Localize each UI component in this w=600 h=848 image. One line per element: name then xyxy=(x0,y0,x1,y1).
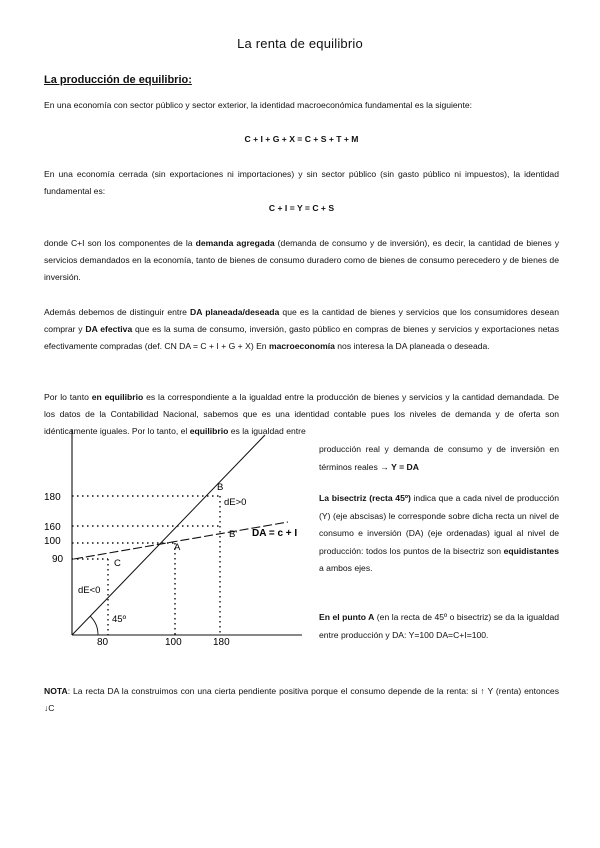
paragraph-4: Además debemos de distinguir entre DA planeada/deseada que es la cantidad de bienes y servicios que los consumidores desean comprar y DA efectiva que es la suma de consumo, inversión, gasto público en compras de bienes y servicios y exportaciones netas efectivamente compradas (def. CN DA = C + I + G + X) En macroeconomía nos interesa la DA planeada o deseada. xyxy=(44,307,559,351)
paragraph-1: En una economía con sector público y sector exterior, la identidad macroeconómica fundamental es la siguiente: xyxy=(44,100,473,110)
angle-label: 45º xyxy=(112,614,127,625)
paragraph-2: En una economía cerrada (sin exportaciones ni importaciones) y sin sector público (sin gasto público ni impuestos), la identidad fundamental es: xyxy=(44,169,559,196)
y-tick-100: 100 xyxy=(44,536,61,547)
x-tick-180: 180 xyxy=(213,637,230,648)
page-title: La renta de equilibrio xyxy=(237,36,363,51)
de-positive-label: dE>0 xyxy=(224,497,247,508)
x-tick-100: 100 xyxy=(165,637,182,648)
point-b-prime-label: B' xyxy=(229,529,238,540)
paragraph-5: Por lo tanto en equilibrio es la correspondiente a la igualdad entre la producción de bienes y servicios y la cantidad demandada. De los datos de la Contabilidad Nacional, sabemos que es una identidad contable pues los niveles de demanda y de oferta son idénticamente iguales. Por lo tanto, el equilibrio es la igualdad entre xyxy=(44,392,559,436)
x-tick-80: 80 xyxy=(97,637,109,648)
section-heading: La producción de equilibrio: xyxy=(44,74,192,86)
da-line-label: DA = c + I xyxy=(252,528,298,539)
point-b-label: B xyxy=(217,482,224,493)
y-tick-90: 90 xyxy=(52,554,64,565)
point-a-label: A xyxy=(174,542,181,553)
paragraph-3: donde C+I son los componentes de la demanda agregada (demanda de consumo y de inversión), es decir, la cantidad de bienes y servicios demandados en la economía, tanto de bienes de consumo duradero como de bienes de consumo perecedero y de bienes de inversión. xyxy=(44,238,559,282)
equation-2: C + I = Y = C + S xyxy=(268,203,335,213)
equation-1: C + I + G + X = C + S + T + M xyxy=(244,134,359,144)
point-c-label: C xyxy=(114,558,121,569)
equilibrium-diagram xyxy=(40,425,310,650)
right-paragraph-2: La bisectriz (recta 45º) indica que a cada nivel de producción (Y) (eje abscisas) le corresponde sobre dicha recta un nivel de consumo e inversión (DA) (eje ordenadas) igual al nivel de producción: todos los puntos de la bisectriz son equidistantes a ambos ejes. xyxy=(319,493,559,573)
nota-paragraph: NOTA: La recta DA la construimos con una cierta pendiente positiva porque el consumo depende de la renta: si ↑ Y (renta) entonces ↓C xyxy=(44,686,559,713)
right-paragraph-3: En el punto A (en la recta de 45º o bisectriz) se da la igualdad entre producción y DA: Y=100 DA=C+I=100. xyxy=(319,612,559,640)
de-negative-label: dE<0 xyxy=(78,585,101,596)
y-tick-180: 180 xyxy=(44,492,61,503)
y-tick-160: 160 xyxy=(44,522,61,533)
angle-arc xyxy=(90,616,98,635)
right-paragraph-1: producción real y demanda de consumo y de inversión en términos reales → Y = DA xyxy=(319,444,559,472)
